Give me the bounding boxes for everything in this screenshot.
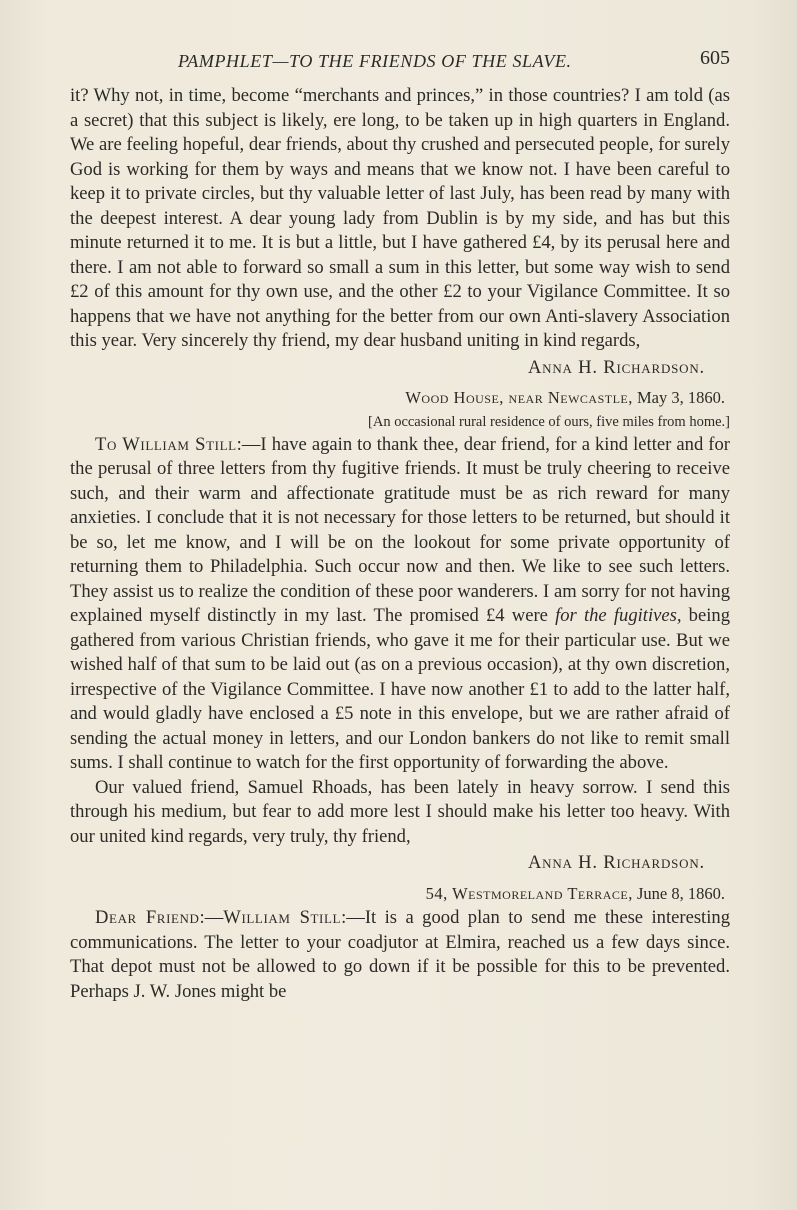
page-header — [70, 47, 730, 77]
letter-3-paragraph-1 — [70, 906, 730, 1004]
dateline-3-place: 54, Westmoreland Terrace, — [425, 883, 633, 903]
salutation-3-sep: :— — [199, 907, 224, 928]
dateline-2-date: May 3, 1860. — [637, 388, 725, 407]
letter-2-body-b: being gathered from various Christian friends, who gave it me for their particular use. But we wished half of that sum to be laid out (as on a previous occasion), at thy own discretion, irrespective of the Vigilance Committee. I have now another £1 to add to the latter half, and would gladly have enclosed a £5 note in this envelope, but we are rather afraid of sending the actual money in letters, and our London bankers do not like to remit small sums. I shall continue to watch for the first opportunity of forwarding the above. — [70, 605, 730, 773]
letter-2-paragraph-2: Our valued friend, Samuel Rhoads, has been lately in heavy sorrow. I send this through his medium, but fear to add more lest I should make his letter too heavy. With our united kind regards, very truly, thy friend, — [70, 776, 730, 847]
letter-2-italic: for the fugitives, — [555, 605, 682, 626]
running-head: PAMPHLET—TO THE FRIENDS OF THE SLAVE. — [178, 51, 572, 71]
continued-paragraph: it? Why not, in time, become “merchants and princes,” in those countries? I am told (as a secret) that this subject is likely, ere long, to be taken up in high quarters in England. We are feeling hopeful, dear friends, about thy crushed and persecuted people, for surely God is working for them by ways and means that we know not. I have been careful to keep it to private circles, but thy valuable letter of last July, has been read by many with the deepest interest. A dear young lady from Dublin is by my side, and has but this minute returned it to me. It is but a little, but I have gathered £4, by its perusal here and there. I am not able to forward so small a sum in this letter, but some way wish to send £2 of this amount for thy own use, and the other £2 to your Vigilance Committee. It so happens that we have not anything for the better from our own Anti-slavery Association this year. Very sincerely thy friend, my dear husband uniting in kind regards, — [70, 85, 730, 351]
page-number: 605 — [700, 47, 730, 69]
signature-2: Anna H. Richardson. — [527, 852, 705, 873]
letter-2-paragraph-1 — [70, 433, 730, 776]
body-text — [70, 84, 730, 1004]
letter-2-body-a: :—I have again to thank thee, dear friend, for a kind letter and for the perusal of three letters from thy fugitive friends. It must be truly cheering to receive such, and their warm and affectionate gratitude must be as rich reward for many anxieties. I conclude that it is not necessary for those letters to be returned, but should it be so, let me know, and I will be on the lookout for some private opportunity of returning them to Philadelphia. Such occur now and then. We like to see such letters. They assist us to realize the condition of these poor wanderers. I am sorry for not having explained myself distinctly in my last. The promised £4 were — [70, 433, 730, 626]
dateline-2 — [70, 386, 730, 411]
salutation-3a: Dear Friend — [95, 907, 200, 928]
dateline-2-place: Wood House, near Newcastle, — [405, 388, 633, 407]
dateline-3 — [70, 882, 730, 907]
dateline-3-date: June 8, 1860. — [637, 883, 725, 903]
salutation-3b: William Still — [223, 907, 342, 928]
signature-1: Anna H. Richardson. — [527, 356, 705, 378]
salutation-2: To William Still — [95, 433, 237, 455]
bracket-note: [An occasional rural residence of ours, five miles from home.] — [368, 413, 730, 430]
letter-3-body: :—It is a good plan to send me these interesting communications. The letter to your coadjutor at Elmira, reached us a few days since. That depot must not be allowed to go down if it be possible for this to be prevented. Perhaps J. W. Jones might be — [70, 907, 730, 1002]
